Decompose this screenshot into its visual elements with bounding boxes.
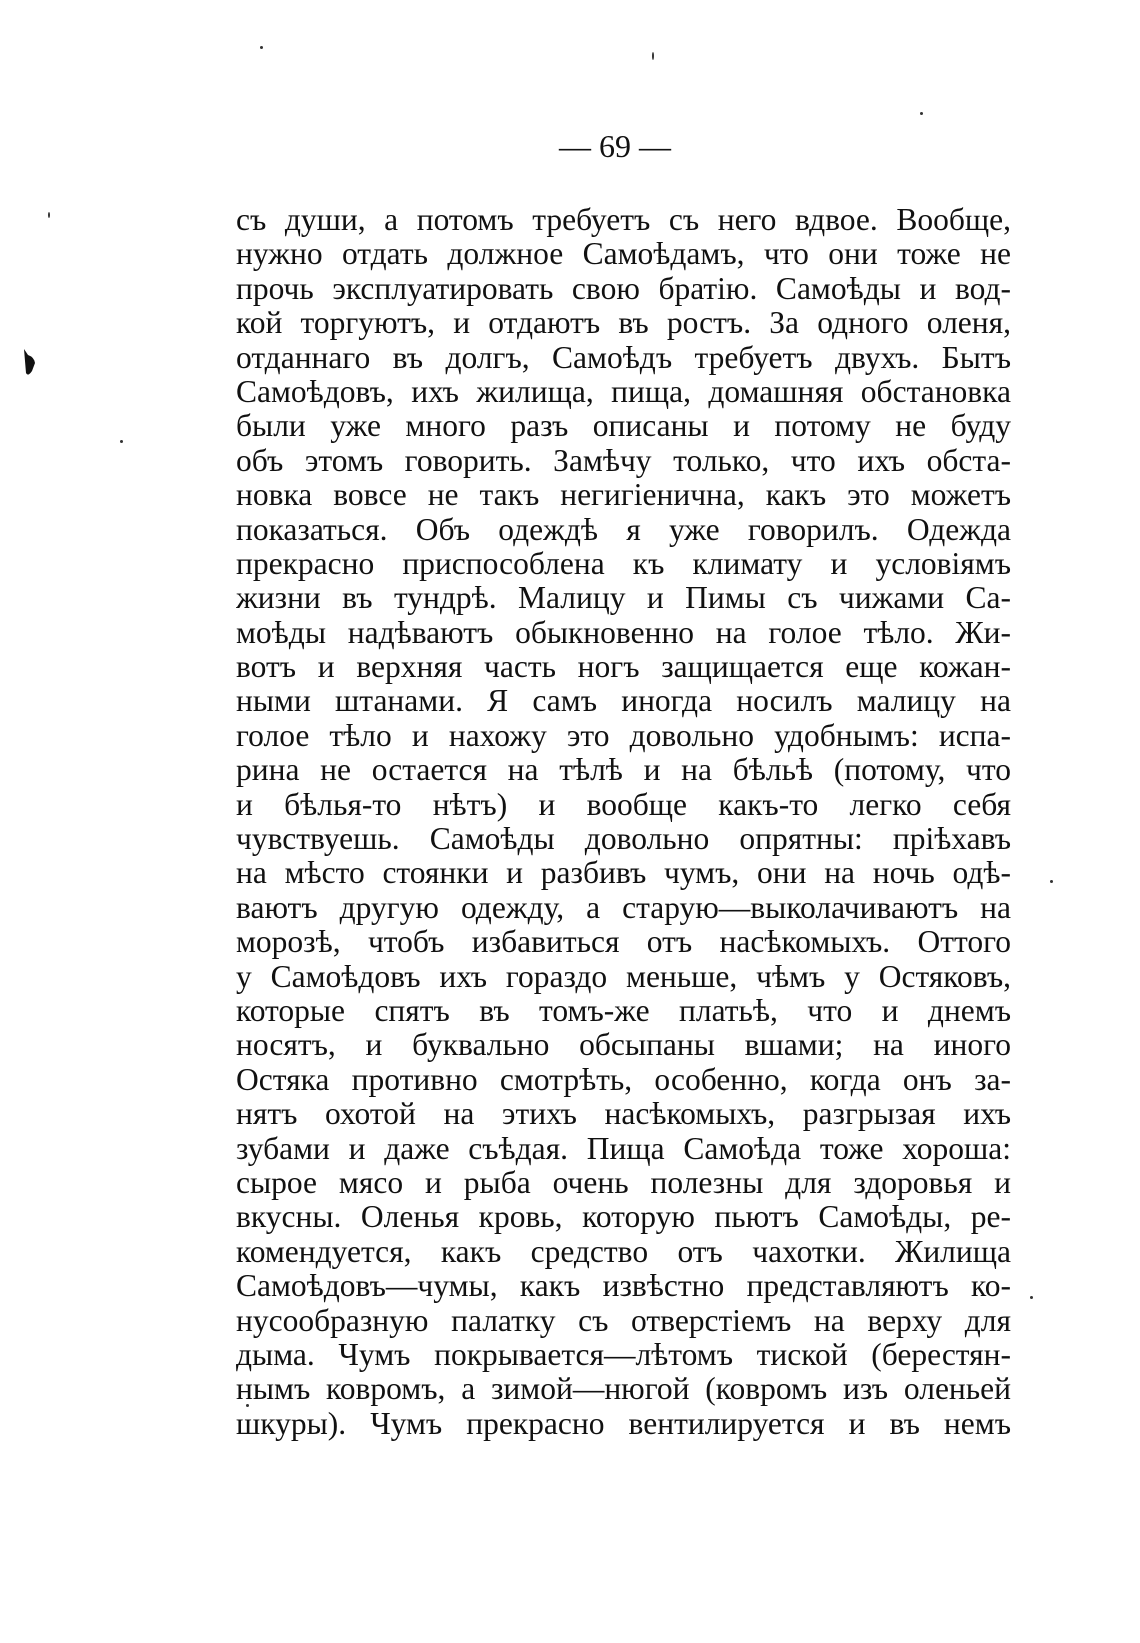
body-text <box>236 203 1011 1441</box>
text-line: у Самоѣдовъ ихъ гораздо меньше, чѣмъ у Остяковъ, <box>236 959 1011 994</box>
text-line: нятъ охотой на этихъ насѣкомыхъ, разгрызая ихъ <box>236 1097 1011 1132</box>
text-line: на мѣсто стоянки и разбивъ чумъ, они на ночь одѣ- <box>236 856 1011 891</box>
text-line: нужно отдать должное Самоѣдамъ, что они тоже не <box>236 237 1011 272</box>
text-line: показаться. Объ одеждѣ я уже говорилъ. Одежда <box>236 512 1011 547</box>
text-line: съ души, а потомъ требуетъ съ него вдвое. Вообще, <box>236 203 1011 237</box>
text-line: жизни въ тундрѣ. Малицу и Пимы съ чижами Са- <box>236 581 1011 616</box>
text-line: дыма. Чумъ покрывается—лѣтомъ тиской (берестян- <box>236 1337 1011 1372</box>
page-number: — 69 — <box>559 128 671 164</box>
text-line: прочь эксплуатировать свою братію. Самоѣды и вод- <box>236 271 1011 306</box>
text-line: ваютъ другую одежду, а старую—выколачиваютъ на <box>236 890 1011 925</box>
ink-speck <box>1050 880 1053 883</box>
text-line: вотъ и верхняя часть ногъ защищается еще кожан- <box>236 650 1011 685</box>
text-line: моѣды надѣваютъ обыкновенно на голое тѣло. Жи- <box>236 615 1011 650</box>
text-line: сырое мясо и рыба очень полезны для здоровья и <box>236 1165 1011 1200</box>
text-line: кой торгуютъ, и отдаютъ въ ростъ. За одного оленя, <box>236 306 1011 341</box>
ink-speck <box>260 46 263 49</box>
text-line: новка вовсе не такъ негигіенична, какъ это можетъ <box>236 478 1011 513</box>
text-line: комендуется, какъ средство отъ чахотки. Жилища <box>236 1234 1011 1269</box>
ink-speck <box>920 112 923 115</box>
text-line: зубами и даже съѣдая. Пища Самоѣда тоже хороша: <box>236 1131 1011 1166</box>
text-line: морозѣ, чтобъ избавиться отъ насѣкомыхъ. Оттого <box>236 925 1011 960</box>
ink-speck <box>652 52 654 60</box>
ink-speck <box>1030 1296 1033 1299</box>
text-line: прекрасно приспособлена къ климату и условіямъ <box>236 546 1011 581</box>
text-line: ными штанами. Я самъ иногда носилъ малицу на <box>236 684 1011 719</box>
text-line: рина не остается на тѣлѣ и на бѣльѣ (потому, что <box>236 753 1011 788</box>
ink-speck <box>48 212 50 218</box>
text-line: нусообразную палатку съ отверстіемъ на верху для <box>236 1303 1011 1338</box>
text-line: объ этомъ говорить. Замѣчу только, что ихъ обста- <box>236 443 1011 478</box>
text-line: Самоѣдовъ—чумы, какъ извѣстно представляютъ ко- <box>236 1269 1011 1304</box>
text-line: отданнаго въ долгъ, Самоѣдъ требуетъ двухъ. Бытъ <box>236 340 1011 375</box>
text-line: и бѣлья-то нѣтъ) и вообще какъ-то легко себя <box>236 787 1011 822</box>
text-line: которые спятъ въ томъ-же платьѣ, что и днемъ <box>236 993 1011 1028</box>
margin-ink-mark-icon <box>22 347 36 377</box>
text-line: Самоѣдовъ, ихъ жилища, пища, домашняя обстановка <box>236 374 1011 409</box>
ink-speck <box>120 440 123 443</box>
text-line: были уже много разъ описаны и потому не буду <box>236 409 1011 444</box>
text-line: шкуры). Чумъ прекрасно вентилируется и въ немъ <box>236 1406 1011 1441</box>
text-line: Остяка противно смотрѣть, особенно, когда онъ за- <box>236 1062 1011 1097</box>
text-line: вкусны. Оленья кровь, которую пьютъ Самоѣды, ре- <box>236 1200 1011 1235</box>
text-line: нымъ ковромъ, а зимой—нюгой (ковромъ изъ оленьей <box>236 1372 1011 1407</box>
text-line: носятъ, и буквально обсыпаны вшами; на иного <box>236 1028 1011 1063</box>
text-line: чувствуешь. Самоѣды довольно опрятны: пріѣхавъ <box>236 822 1011 857</box>
text-line: голое тѣло и нахожу это довольно удобнымъ: испа- <box>236 718 1011 753</box>
